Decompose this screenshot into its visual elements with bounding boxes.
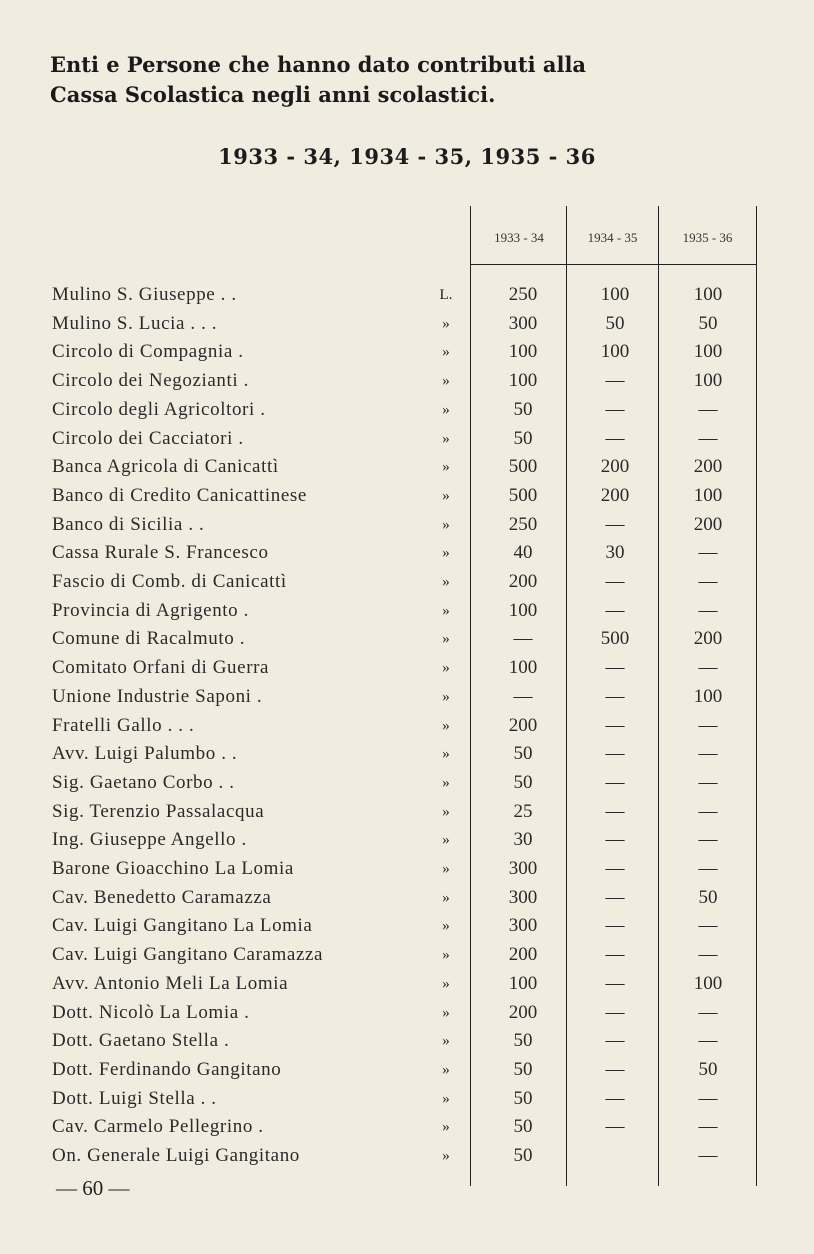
amount-1933-34: 100 [508, 657, 538, 679]
amount-1933-34: 30 [513, 829, 533, 851]
contributor-name: Dott. Luigi Stella . . [52, 1087, 217, 1109]
currency-mark: » [442, 1033, 450, 1050]
amount-1935-36: — [698, 657, 718, 679]
table-row [0, 886, 814, 910]
contributor-name: Cassa Rurale S. Francesco [52, 542, 269, 564]
contributor-name: Sig. Gaetano Corbo . . [52, 771, 235, 793]
amount-1934-35: — [605, 1030, 625, 1052]
table-row [0, 513, 814, 537]
table-row [0, 455, 814, 479]
currency-mark: » [442, 487, 450, 504]
table-row [0, 312, 814, 336]
amount-1935-36: 200 [693, 628, 723, 650]
table-row [0, 570, 814, 594]
amount-1934-35: 100 [600, 341, 630, 363]
currency-mark: » [442, 1004, 450, 1021]
table-row [0, 656, 814, 680]
contributor-name: Circolo di Compagnia . [52, 341, 244, 363]
currency-mark: » [442, 803, 450, 820]
currency-mark: » [442, 1148, 450, 1164]
amount-1934-35: 500 [600, 628, 630, 650]
currency-mark: » [442, 602, 450, 619]
contributor-name: Cav. Luigi Gangitano La Lomia [52, 915, 313, 937]
title-line-2: Cassa Scolastica negli anni scolastici. [50, 82, 496, 107]
amount-1935-36: 100 [693, 685, 723, 707]
amount-1933-34: 50 [513, 1058, 533, 1080]
table-row [0, 972, 814, 996]
amount-1934-35: — [605, 1087, 625, 1109]
contributor-name: Avv. Antonio Meli La Lomia [52, 972, 289, 994]
table-row [0, 1087, 814, 1111]
contributor-name: Provincia di Agrigento . [52, 599, 249, 621]
amount-1934-35: — [605, 370, 625, 392]
table-row [0, 627, 814, 651]
table-header-rule [470, 264, 756, 265]
table-row [0, 1115, 814, 1139]
column-header-1934: 1934 - 35 [587, 230, 638, 245]
amount-1933-34: 50 [513, 1116, 533, 1138]
contributor-name: Sig. Terenzio Passalacqua [52, 800, 265, 822]
currency-mark: L. [439, 287, 453, 303]
contributor-name: Dott. Ferdinando Gangitano [52, 1058, 282, 1080]
table-row [0, 1058, 814, 1082]
amount-1934-35: — [605, 599, 625, 621]
table-row [0, 1029, 814, 1053]
column-header-1933: 1933 - 34 [494, 230, 544, 245]
amount-1934-35: — [605, 513, 625, 535]
contributor-name: Avv. Luigi Palumbo . . [52, 743, 238, 765]
years-heading: 1933 - 34, 1934 - 35, 1935 - 36 [218, 144, 596, 169]
amount-1933-34: 50 [513, 771, 533, 793]
table-row [0, 685, 814, 709]
contributor-name: Mulino S. Giuseppe . . [52, 284, 237, 305]
table-row [0, 800, 814, 824]
amount-1933-34: 25 [513, 800, 533, 822]
contributor-name: Cav. Carmelo Pellegrino . [52, 1116, 264, 1138]
contributor-name: Fascio di Comb. di Canicattì [52, 571, 287, 592]
amount-1933-34: 500 [508, 484, 538, 506]
table-row [0, 742, 814, 766]
currency-mark: » [442, 975, 450, 992]
table-row [0, 1001, 814, 1025]
amount-1933-34: 100 [508, 599, 538, 621]
contributor-name: Comitato Orfani di Guerra [52, 657, 270, 679]
amount-1935-36: — [698, 599, 718, 621]
column-header-1935: 1935 - 36 [682, 230, 733, 245]
amount-1935-36: — [698, 714, 718, 736]
table-row [0, 340, 814, 364]
contributor-name: Circolo degli Agricoltori . [52, 398, 266, 420]
contributor-name: Dott. Gaetano Stella . [52, 1030, 230, 1052]
currency-mark: » [442, 344, 450, 361]
currency-mark: » [442, 1061, 450, 1078]
amount-1933-34: 100 [508, 341, 538, 363]
amount-1935-36: 100 [693, 972, 723, 994]
currency-mark: » [442, 631, 450, 648]
amount-1935-36: — [698, 915, 718, 937]
amount-1934-35: — [605, 571, 625, 592]
table-row [0, 484, 814, 508]
currency-mark: » [442, 315, 450, 332]
amount-1933-34: 50 [513, 1087, 533, 1109]
amount-1933-34: 300 [508, 915, 538, 937]
amount-1933-34: 300 [508, 858, 538, 879]
table-row [0, 828, 814, 852]
contributor-name: Circolo dei Negozianti . [52, 370, 249, 392]
table-row [0, 714, 814, 738]
table-row [0, 541, 814, 565]
amount-1935-36: 50 [698, 886, 718, 908]
amount-1934-35: — [605, 829, 625, 851]
currency-mark: » [442, 832, 450, 849]
table-row [0, 1144, 814, 1168]
amount-1934-35: — [605, 714, 625, 736]
contributor-name: Unione Industrie Saponi . [52, 685, 263, 707]
amount-1934-35: — [605, 972, 625, 994]
amount-1933-34: 100 [508, 370, 538, 392]
amount-1933-34: 200 [508, 1001, 538, 1023]
contributor-name: Banco di Credito Canicattinese [52, 484, 307, 506]
amount-1935-36: — [698, 542, 718, 564]
amount-1935-36: — [698, 427, 718, 449]
amount-1934-35: 30 [605, 542, 625, 564]
currency-mark: » [442, 373, 450, 390]
amount-1935-36: — [698, 398, 718, 420]
amount-1934-35: — [605, 858, 625, 879]
amount-1935-36: 100 [693, 370, 723, 392]
contributor-name: Circolo dei Cacciatori . [52, 427, 244, 449]
table-row [0, 943, 814, 967]
currency-mark: » [442, 774, 450, 791]
currency-mark: » [442, 717, 450, 734]
contributor-name: Banco di Sicilia . . [52, 513, 205, 535]
amount-1935-36: — [698, 1087, 718, 1109]
amount-1933-34: 300 [508, 886, 538, 908]
table-row [0, 283, 814, 307]
table-row [0, 427, 814, 451]
table-row [0, 857, 814, 881]
amount-1933-34: — [513, 628, 533, 650]
currency-mark: » [442, 688, 450, 705]
amount-1934-35: — [605, 1001, 625, 1023]
amount-1934-35: 200 [600, 456, 630, 478]
amount-1934-35: — [605, 685, 625, 707]
amount-1933-34: 50 [513, 743, 533, 765]
contributor-name: Comune di Racalmuto . [52, 628, 246, 650]
contributor-name: Mulino S. Lucia . . . [52, 312, 218, 334]
amount-1935-36: — [698, 571, 718, 592]
amount-1935-36: — [698, 771, 718, 793]
table-row [0, 771, 814, 795]
amount-1935-36: — [698, 944, 718, 966]
amount-1933-34: 250 [508, 513, 538, 535]
contributor-name: Ing. Giuseppe Angello . [52, 829, 247, 851]
amount-1935-36: — [698, 1001, 718, 1023]
title-line-1: Enti e Persone che hanno dato contributi alla [50, 52, 587, 77]
amount-1934-35: — [605, 771, 625, 793]
currency-mark: » [442, 1119, 450, 1136]
document-title [50, 50, 770, 110]
amount-1935-36: — [698, 858, 718, 879]
amount-1933-34: 300 [508, 312, 538, 334]
amount-1933-34: 500 [508, 456, 538, 478]
currency-mark: » [442, 430, 450, 447]
table-row [0, 398, 814, 422]
currency-mark: » [442, 516, 450, 533]
amount-1933-34: 200 [508, 571, 538, 592]
contributor-name: Banca Agricola di Canicattì [52, 456, 279, 478]
amount-1935-36: — [698, 1030, 718, 1052]
currency-mark: » [442, 889, 450, 906]
contributor-name: Cav. Luigi Gangitano Caramazza [52, 944, 324, 966]
table-row [0, 599, 814, 623]
contributor-name: Fratelli Gallo . . . [52, 714, 195, 736]
amount-1933-34: 200 [508, 944, 538, 966]
currency-mark: » [442, 1090, 450, 1107]
amount-1934-35: — [605, 657, 625, 679]
amount-1934-35: — [605, 944, 625, 966]
amount-1935-36: — [698, 829, 718, 851]
currency-mark: » [442, 401, 450, 418]
amount-1935-36: 100 [693, 484, 723, 506]
amount-1934-35: — [605, 915, 625, 937]
amount-1934-35: 200 [600, 484, 630, 506]
amount-1933-34: 50 [513, 1030, 533, 1052]
currency-mark: » [442, 918, 450, 935]
amount-1934-35: — [605, 427, 625, 449]
amount-1933-34: 200 [508, 714, 538, 736]
amount-1935-36: 50 [698, 312, 718, 334]
amount-1933-34: 50 [513, 398, 533, 420]
currency-mark: » [442, 545, 450, 562]
amount-1933-34: — [513, 685, 533, 707]
amount-1935-36: 50 [698, 1058, 718, 1080]
amount-1935-36: 100 [693, 341, 723, 363]
amount-1935-36: — [698, 800, 718, 822]
currency-mark: » [442, 947, 450, 964]
amount-1933-34: 50 [513, 427, 533, 449]
currency-mark: » [442, 459, 450, 476]
amount-1934-35: — [605, 398, 625, 420]
table-row [0, 914, 814, 938]
amount-1934-35: — [605, 1058, 625, 1080]
amount-1934-35: 50 [605, 312, 625, 334]
amount-1935-36: — [698, 743, 718, 765]
currency-mark: » [442, 746, 450, 763]
amount-1934-35: 100 [600, 284, 630, 305]
amount-1935-36: — [698, 1116, 718, 1138]
currency-mark: » [442, 861, 450, 877]
currency-mark: » [442, 574, 450, 590]
amount-1933-34: 40 [513, 542, 533, 564]
amount-1934-35: — [605, 886, 625, 908]
amount-1935-36: 100 [693, 284, 723, 305]
currency-mark: » [442, 660, 450, 677]
contributor-name: Dott. Nicolò La Lomia . [52, 1001, 250, 1023]
page-number: — 60 — [56, 1176, 130, 1200]
table-row [0, 369, 814, 393]
contributor-name: On. Generale Luigi Gangitano [52, 1145, 300, 1166]
amount-1935-36: 200 [693, 456, 723, 478]
amount-1933-34: 250 [508, 284, 538, 305]
amount-1933-34: 50 [513, 1145, 533, 1166]
amount-1934-35: — [605, 800, 625, 822]
amount-1934-35: — [605, 743, 625, 765]
contributor-name: Cav. Benedetto Caramazza [52, 886, 272, 908]
amount-1934-35: — [605, 1116, 625, 1138]
contributor-name: Barone Gioacchino La Lomia [52, 858, 294, 879]
amount-1935-36: 200 [693, 513, 723, 535]
amount-1935-36: — [698, 1145, 718, 1166]
amount-1933-34: 100 [508, 972, 538, 994]
